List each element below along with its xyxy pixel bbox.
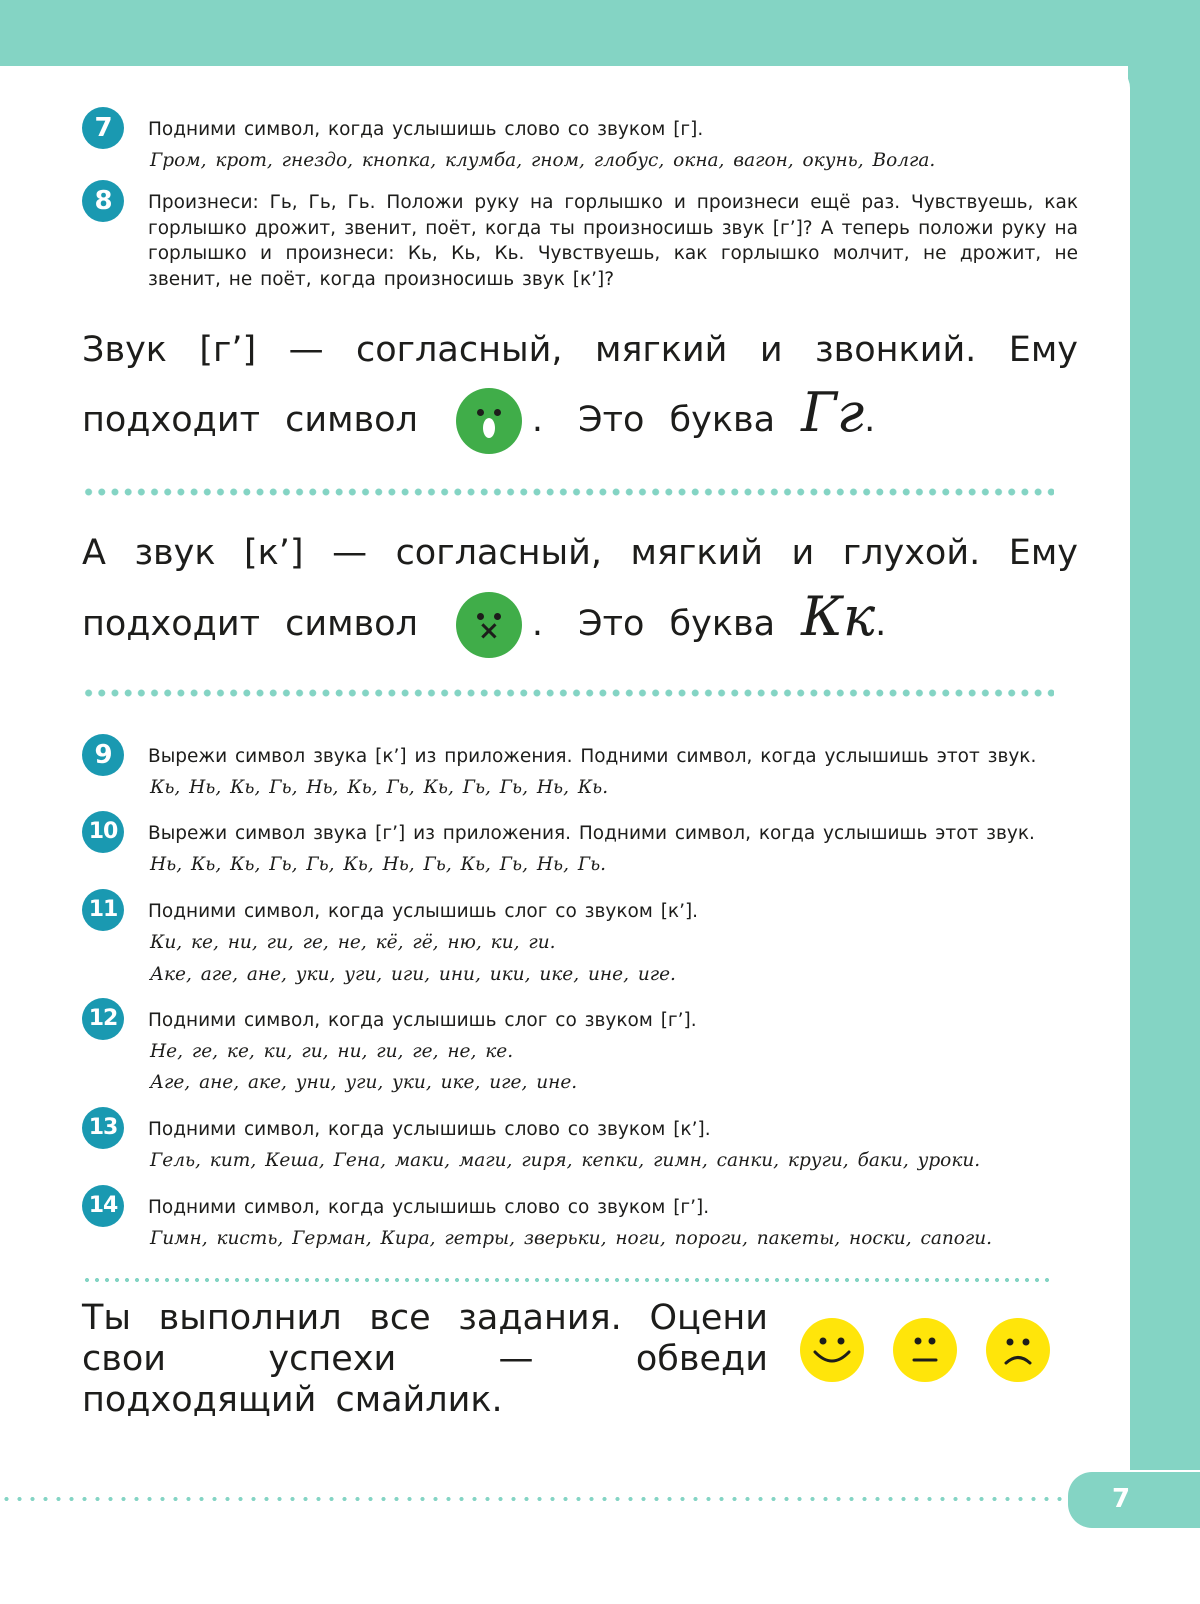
task-examples: Гром, крот, гнездо, кнопка, клумба, гном, глобус, окна, вагон, окунь, Волга. (150, 150, 936, 171)
cursive-letter-g: Гг (801, 381, 865, 444)
rule-g-line-1: Звук [г’] — согласный, мягкий и звонкий. Ему (82, 330, 1078, 370)
task-instruction: Вырежи символ звука [к’] из приложения. Подними символ, когда услышишь этот звук. (148, 746, 1037, 767)
task-examples: Гель, кит, Кеша, Гена, маки, маги, гиря, кепки, гимн, санки, круги, баки, уроки. (150, 1150, 981, 1171)
sad-face-icon[interactable] (986, 1318, 1050, 1382)
task-number-badge: 7 (82, 107, 124, 149)
right-band (1128, 0, 1200, 1470)
self-assessment-text: Ты выполнил все задания. Оцени свои успехи — обведи подходящий смайлик. (82, 1298, 768, 1420)
task-instruction: Подними символ, когда услышишь слово со звуком [г]. (148, 119, 704, 140)
task-number-badge: 8 (82, 180, 124, 222)
task-instruction: Подними символ, когда услышишь слово со звуком [г’]. (148, 1197, 710, 1218)
task-examples: Нь, Кь, Кь, Гь, Гь, Кь, Нь, Гь, Кь, Гь, Нь, Гь. (150, 854, 607, 875)
cursive-letter-k: Кк (801, 585, 876, 648)
smile-face-icon[interactable] (800, 1318, 864, 1382)
top-band (0, 0, 1200, 66)
rule-g-line-2: подходит символ . Это буква Гг. (82, 378, 1078, 448)
task-examples: Кь, Нь, Кь, Гь, Нь, Кь, Гь, Кь, Гь, Гь, Нь, Кь. (150, 777, 609, 798)
task-examples: Ки, ке, ни, ги, ге, не, кё, гё, ню, ки, ги. (150, 932, 556, 953)
task-number-badge: 12 (82, 998, 124, 1040)
task-examples: Не, ге, ке, ки, ги, ни, ги, ге, не, ке. (150, 1041, 514, 1062)
task-number-badge: 14 (82, 1185, 124, 1227)
task-number-badge: 9 (82, 734, 124, 776)
voiced-sound-face-icon (456, 388, 522, 454)
neutral-face-icon[interactable] (893, 1318, 957, 1382)
task-examples: Гимн, кисть, Герман, Кира, гетры, зверьки, ноги, пороги, пакеты, носки, сапоги. (150, 1228, 993, 1249)
dotted-divider (82, 689, 1054, 697)
task-number-badge: 10 (82, 811, 124, 853)
task-examples: Аке, аге, ане, уки, уги, иги, ини, ики, ике, ине, иге. (150, 964, 676, 985)
bottom-dotted-line (0, 1497, 1062, 1501)
task-number-badge: 11 (82, 889, 124, 931)
task-number-badge: 13 (82, 1107, 124, 1149)
task-instruction: Подними символ, когда услышишь слог со звуком [г’]. (148, 1010, 697, 1031)
rule-k-line-1: А звук [к’] — согласный, мягкий и глухой. Ему (82, 533, 1078, 573)
task-instruction: Подними символ, когда услышишь слог со звуком [к’]. (148, 901, 699, 922)
dotted-divider (82, 488, 1054, 496)
dotted-divider (82, 1278, 1054, 1282)
task-instruction: Подними символ, когда услышишь слово со звуком [к’]. (148, 1119, 711, 1140)
page-number: 7 (1111, 1484, 1131, 1514)
task-instruction: Вырежи символ звука [г’] из приложения. Подними символ, когда услышишь этот звук. (148, 823, 1035, 844)
rule-k-line-2: подходит символ × . Это буква Кк. (82, 582, 1078, 652)
voiceless-sound-face-icon: × (456, 592, 522, 658)
task-examples: Аге, ане, аке, уни, уги, уки, ике, иге, ине. (150, 1072, 578, 1093)
task-instruction: Произнеси: Гь, Гь, Гь. Положи руку на горлышко и произнеси ещё раз. Чувствуешь, как горлышко дрожит, звенит, поёт, когда ты произносишь звук [г’]? А теперь положи руку на горлышко и произнеси: Кь, Кь, Кь. Чувствуешь, как горлышко молчит, не дрожит, не звенит, не поёт, когда произносишь звук [к’]? (148, 192, 1078, 290)
